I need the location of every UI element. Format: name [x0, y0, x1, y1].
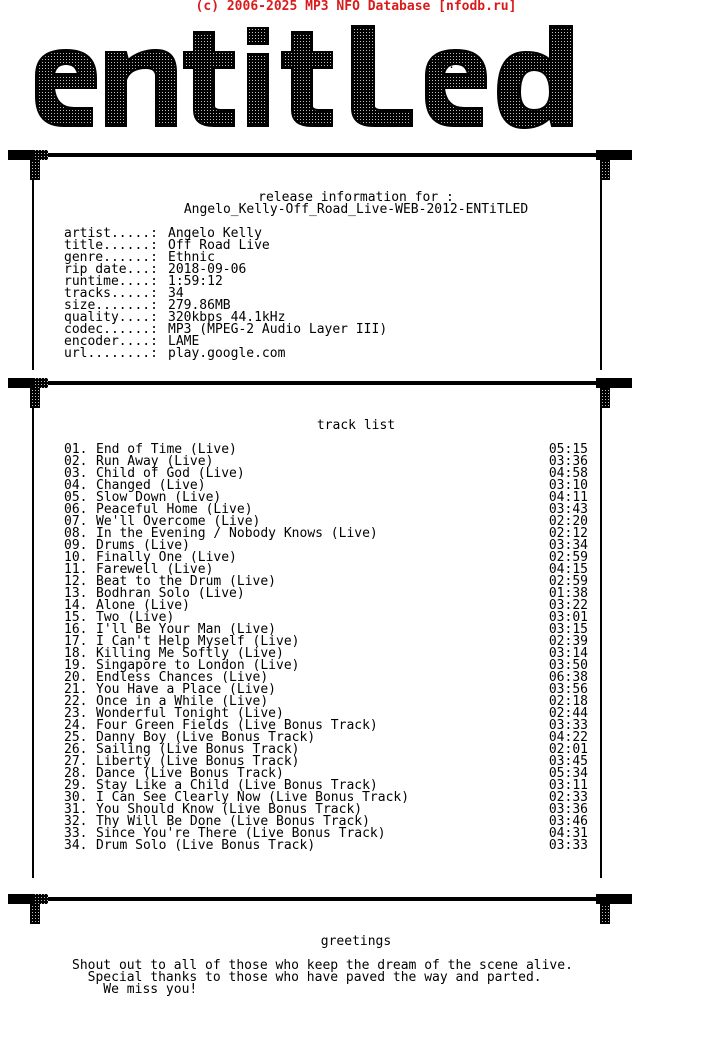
track-duration: 02:18	[548, 694, 588, 709]
track-duration: 03:56	[548, 682, 588, 697]
greetings-line: Shout out to all of those who keep the dream of the scene alive.	[72, 958, 573, 973]
info-label: tracks.....:	[64, 286, 158, 301]
track-title: Singapore to London (Live)	[96, 658, 300, 673]
info-value: play.google.com	[168, 346, 286, 361]
track-duration: 03:43	[548, 502, 588, 517]
track-number: 10.	[64, 550, 88, 565]
track-title: Four Green Fields (Live Bonus Track)	[96, 718, 378, 733]
track-title: Dance (Live Bonus Track)	[96, 766, 284, 781]
track-number: 29.	[64, 778, 88, 793]
track-title: Farewell (Live)	[96, 562, 214, 577]
greetings-line: Special thanks to those who have paved the way and parted.	[72, 970, 542, 985]
info-value: Angelo Kelly	[168, 226, 262, 241]
track-title: Beat to the Drum (Live)	[96, 574, 277, 589]
track-duration: 03:01	[548, 610, 588, 625]
track-number: 26.	[64, 742, 88, 757]
track-title: You Have a Place (Live)	[96, 682, 277, 697]
track-title: Danny Boy (Live Bonus Track)	[96, 730, 316, 745]
track-title: Peaceful Home (Live)	[96, 502, 253, 517]
release-heading: release information for :	[258, 190, 454, 205]
track-number: 32.	[64, 814, 88, 829]
track-title: Drum Solo (Live Bonus Track)	[96, 838, 316, 853]
track-title: Drums (Live)	[96, 538, 190, 553]
info-value: 1:59:12	[168, 274, 223, 289]
track-duration: 04:11	[548, 490, 588, 505]
track-duration: 02:59	[548, 550, 588, 565]
track-duration: 06:38	[548, 670, 588, 685]
track-number: 31.	[64, 802, 88, 817]
track-title: I'll Be Your Man (Live)	[96, 622, 277, 637]
track-title: Run Away (Live)	[96, 454, 214, 469]
info-value: Ethnic	[168, 250, 215, 265]
info-value: 320kbps 44.1kHz	[168, 310, 286, 325]
track-number: 34.	[64, 838, 88, 853]
track-number: 22.	[64, 694, 88, 709]
track-number: 17.	[64, 634, 88, 649]
track-title: Stay Like a Child (Live Bonus Track)	[96, 778, 378, 793]
track-duration: 04:15	[548, 562, 588, 577]
track-duration: 05:34	[548, 766, 588, 781]
info-value: LAME	[168, 334, 200, 349]
copyright-header: (c) 2006-2025 MP3 NFO Database [nfodb.ru]	[195, 0, 517, 14]
track-number: 20.	[64, 670, 88, 685]
entitled-logo	[30, 20, 630, 132]
track-title: Finally One (Live)	[96, 550, 237, 565]
track-title: Wonderful Tonight (Live)	[96, 706, 284, 721]
info-label: encoder....:	[64, 334, 158, 349]
track-number: 18.	[64, 646, 88, 661]
track-title: Killing Me Softly (Live)	[96, 646, 284, 661]
track-duration: 02:33	[548, 790, 588, 805]
info-value: 34	[168, 286, 184, 301]
track-number: 30.	[64, 790, 88, 805]
track-duration: 03:33	[548, 718, 588, 733]
track-number: 15.	[64, 610, 88, 625]
track-duration: 04:31	[548, 826, 588, 841]
track-duration: 03:46	[548, 814, 588, 829]
track-title: I Can't Help Myself (Live)	[96, 634, 300, 649]
track-duration: 02:20	[548, 514, 588, 529]
track-title: Changed (Live)	[96, 478, 206, 493]
track-title: Alone (Live)	[96, 598, 190, 613]
track-duration: 03:14	[548, 646, 588, 661]
track-number: 14.	[64, 598, 88, 613]
track-duration: 01:38	[548, 586, 588, 601]
track-number: 21.	[64, 682, 88, 697]
track-duration: 03:22	[548, 598, 588, 613]
track-number: 27.	[64, 754, 88, 769]
track-title: Bodhran Solo (Live)	[96, 586, 245, 601]
track-duration: 03:50	[548, 658, 588, 673]
track-number: 25.	[64, 730, 88, 745]
track-duration: 03:11	[548, 778, 588, 793]
track-number: 09.	[64, 538, 88, 553]
track-title: We'll Overcome (Live)	[96, 514, 261, 529]
info-label: runtime....:	[64, 274, 158, 289]
track-duration: 02:39	[548, 634, 588, 649]
track-title: Since You're There (Live Bonus Track)	[96, 826, 386, 841]
track-number: 02.	[64, 454, 88, 469]
track-title: End of Time (Live)	[96, 442, 237, 457]
track-number: 08.	[64, 526, 88, 541]
track-number: 05.	[64, 490, 88, 505]
track-title: Sailing (Live Bonus Track)	[96, 742, 300, 757]
track-number: 16.	[64, 622, 88, 637]
track-duration: 02:01	[548, 742, 588, 757]
track-title: Endless Chances (Live)	[96, 670, 269, 685]
track-title: Once in a While (Live)	[96, 694, 269, 709]
track-title: Child of God (Live)	[96, 466, 245, 481]
track-duration: 03:36	[548, 802, 588, 817]
track-number: 04.	[64, 478, 88, 493]
track-number: 11.	[64, 562, 88, 577]
info-label: quality....:	[64, 310, 158, 325]
track-title: You Should Know (Live Bonus Track)	[96, 802, 363, 817]
track-duration: 05:15	[548, 442, 588, 457]
info-label: size.......:	[64, 298, 158, 313]
track-number: 12.	[64, 574, 88, 589]
info-label: title......:	[64, 238, 158, 253]
info-value: 279.86MB	[168, 298, 231, 313]
info-label: artist.....:	[64, 226, 158, 241]
track-title: Liberty (Live Bonus Track)	[96, 754, 300, 769]
info-value: Off Road Live	[168, 238, 270, 253]
track-title: Two (Live)	[96, 610, 175, 625]
track-number: 33.	[64, 826, 88, 841]
info-value: MP3 (MPEG-2 Audio Layer III)	[168, 322, 388, 337]
track-duration: 02:44	[548, 706, 588, 721]
tracklist-heading: track list	[316, 418, 396, 433]
track-title: Thy Will Be Done (Live Bonus Track)	[96, 814, 370, 829]
track-number: 03.	[64, 466, 88, 481]
track-number: 07.	[64, 514, 88, 529]
track-number: 13.	[64, 586, 88, 601]
track-duration: 04:22	[548, 730, 588, 745]
track-duration: 03:34	[548, 538, 588, 553]
greetings-line: We miss you!	[72, 982, 198, 997]
info-value: 2018-09-06	[168, 262, 247, 277]
track-number: 23.	[64, 706, 88, 721]
greetings-heading: greetings	[320, 934, 392, 949]
release-name: Angelo_Kelly-Off_Road_Live-WEB-2012-ENTiTLED	[183, 202, 529, 217]
info-label: codec......:	[64, 322, 158, 337]
info-label: url........:	[64, 346, 158, 361]
section-frame-greetings	[8, 894, 632, 934]
track-number: 06.	[64, 502, 88, 517]
track-duration: 03:36	[548, 454, 588, 469]
logo-tag: hX!	[432, 57, 456, 72]
track-number: 24.	[64, 718, 88, 733]
info-label: genre......:	[64, 250, 158, 265]
track-duration: 03:33	[548, 838, 588, 853]
track-duration: 04:58	[548, 466, 588, 481]
track-duration: 03:10	[548, 478, 588, 493]
track-duration: 02:12	[548, 526, 588, 541]
track-number: 01.	[64, 442, 88, 457]
info-label: rip date...:	[64, 262, 158, 277]
track-number: 28.	[64, 766, 88, 781]
track-number: 19.	[64, 658, 88, 673]
track-duration: 03:15	[548, 622, 588, 637]
track-title: Slow Down (Live)	[96, 490, 222, 505]
track-title: In the Evening / Nobody Knows (Live)	[96, 526, 378, 541]
track-duration: 03:45	[548, 754, 588, 769]
track-title: I Can See Clearly Now (Live Bonus Track)	[96, 790, 410, 805]
track-duration: 02:59	[548, 574, 588, 589]
